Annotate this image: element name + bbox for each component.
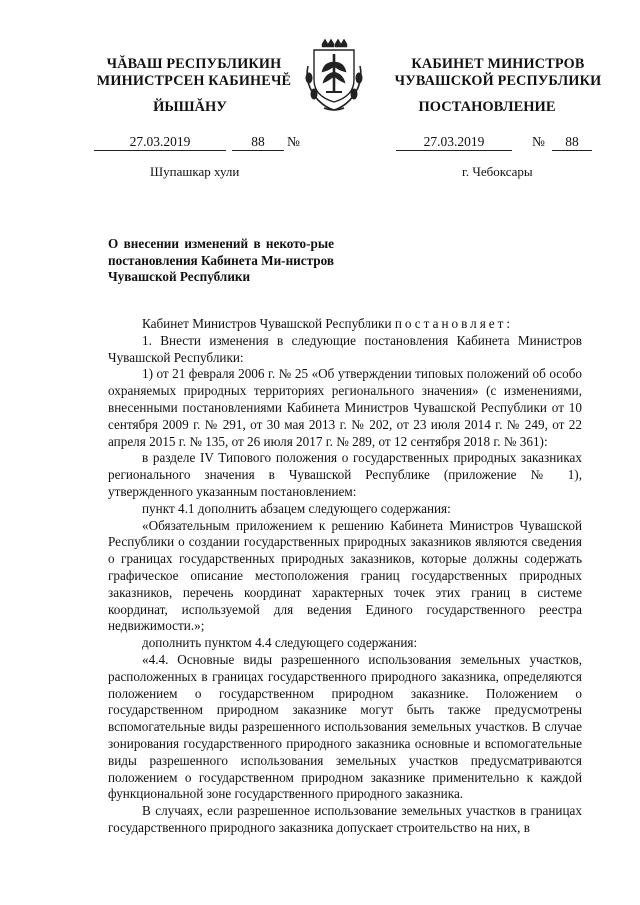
right-header-cabinet (378, 56, 618, 90)
body-paragraph: В случаях, если разрешенное использование земельных участков в границах государственного природного заказника допускает строительство на них, в (108, 803, 582, 835)
left-doc-type: ЙЫШĂНУ (153, 99, 227, 115)
intro-decree: постановляет: (394, 316, 514, 331)
intro-paragraph (108, 316, 582, 333)
intro-prefix: Кабинет Министров Чувашской Республики (142, 316, 392, 331)
left-date: 27.03.2019 (94, 134, 226, 151)
coat-of-arms-emblem (302, 36, 366, 114)
right-date-number-row (396, 134, 596, 152)
left-date-number-row (94, 134, 314, 152)
left-header-ministry (78, 56, 310, 90)
body-paragraph: «4.4. Основные виды разрешенного использования земельных участков, расположенных в границах государственного природного заказника, определяются положением о государственном природном заказнике. Положением о государственном природном заказнике могут быть также предусмотрены вспомогательные виды разрешенного использования земельных участков. В случае зонирования государственного природного заказника основные и вспомогательные виды разрешенного использования земельных участков предусматриваются положением о государственном природном заказнике применительно к каждой функциональной зоне государственного природного заказника. (108, 651, 582, 802)
left-number-sign: № (287, 134, 300, 149)
coat-of-arms-icon (302, 36, 366, 114)
right-doc-type: ПОСТАНОВЛЕНИЕ (418, 99, 556, 115)
right-header-line-1: КАБИНЕТ МИНИСТРОВ (411, 56, 585, 72)
left-place: Шупашкар хули (150, 164, 240, 179)
right-number-sign: № (532, 134, 545, 149)
right-header-line-2: ЧУВАШСКОЙ РЕСПУБЛИКИ (394, 73, 602, 89)
body-paragraph: «Обязательным приложением к решению Кабинета Министров Чувашской Республики о создании государственных природных заказников являются сведения о границах государственных природных заказников, которые должны содержать графическое описание местоположения границ государственных природных заказников, перечень координат характерных точек этих границ в системе координат, используемой для ведения Единого государственного реестра недвижимости.»; (108, 517, 582, 634)
left-header-line-1: ЧĂВАШ РЕСПУБЛИКИН (106, 56, 282, 72)
document-title: О внесении изменений в некото-рые постановления Кабинета Ми-нистров Чувашской Республики (108, 236, 334, 285)
body-paragraph: 1) от 21 февраля 2006 г. № 25 «Об утверждении типовых положений об особо охраняемых природных территориях регионального значения» (с изменениями, внесенными постановлениями Кабинета Министров Чувашской Республики от 10 сентября 2009 г. № 291, от 30 мая 2013 г. № 202, от 23 июля 2014 г. № 249, от 22 апреля 2015 г. № 135, от 26 июля 2017 г. № 289, от 12 сентября 2018 г. № 361): (108, 366, 582, 449)
right-number: 88 (552, 134, 592, 151)
right-place: г. Чебоксары (462, 164, 533, 179)
body-paragraph: в разделе IV Типового положения о государственных природных заказниках регионального значения в Чувашской Республике (приложение № 1), утвержденного указанным постановлением: (108, 450, 582, 499)
body-paragraph: пункт 4.1 дополнить абзацем следующего содержания: (142, 500, 451, 516)
body-paragraph: дополнить пунктом 4.4 следующего содержания: (142, 635, 418, 651)
body-paragraph: 1. Внести изменения в следующие постановления Кабинета Министров Чувашской Республики: (108, 332, 582, 365)
right-date: 27.03.2019 (396, 134, 512, 151)
left-number: 88 (232, 134, 284, 151)
left-header-line-2: МИНИСТРСЕН КАБИНЕЧĔ (96, 73, 292, 89)
document-body (108, 316, 582, 837)
